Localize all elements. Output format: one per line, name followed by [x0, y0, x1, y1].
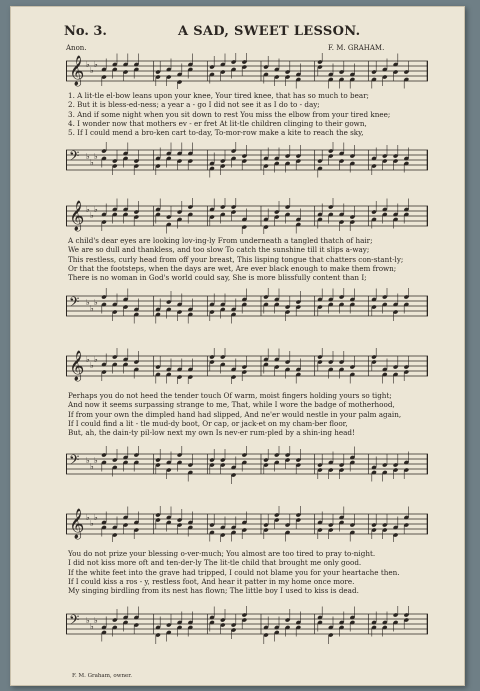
treble-staff-4-notation [66, 506, 428, 542]
lyric-line: 5. If I could mend a bro-ken cart to-day, To-mor-row make a kite to reach the sky, [68, 128, 364, 138]
svg-text:♭: ♭ [90, 462, 94, 471]
staff-engraving [66, 506, 428, 542]
svg-text:♭: ♭ [86, 616, 90, 625]
svg-text:♭: ♭ [86, 355, 90, 364]
svg-text:♭: ♭ [94, 616, 98, 625]
lyrics-system-1 [68, 91, 448, 137]
svg-text:♭: ♭ [90, 211, 94, 220]
svg-text:𝄞: 𝄞 [69, 56, 85, 86]
lyric-line: My singing birdling from its nest has flown; The little boy I used to kiss is dead. [68, 586, 359, 596]
lyric-line: 1. A lit-tle el-bow leans upon your knee, Your tired knee, that has so much to bear; [68, 91, 369, 100]
treble-staff-1-notation [66, 53, 428, 89]
lyric-line: You do not prize your blessing o-ver-much; You almost are too tired to pray to-night. [68, 549, 376, 558]
lyrics-system-4 [68, 549, 448, 595]
staff-engraving [66, 348, 428, 384]
svg-text:♭: ♭ [94, 355, 98, 364]
bass-staff-3 [66, 446, 428, 490]
staff-engraving [66, 288, 428, 324]
lyric-line: 4. I wonder now that mothers ev - er fret At lit-tle children clinging to their gown, [68, 118, 367, 128]
music-credit: F. M. GRAHAM. [328, 44, 385, 52]
lyric-line: I did not kiss more oft and ten-der-ly The lit-tle child that brought me only good. [68, 558, 362, 568]
svg-text:♭: ♭ [94, 60, 98, 69]
svg-text:𝄞: 𝄞 [69, 351, 85, 381]
svg-text:♭: ♭ [86, 513, 90, 522]
svg-text:♭: ♭ [86, 456, 90, 465]
svg-text:♭: ♭ [86, 60, 90, 69]
hymn-title: A SAD, SWEET LESSON. [178, 24, 361, 39]
lyric-line: And now it seems surpassing strange to me, That, while I wore the badge of motherhood, [68, 400, 395, 410]
lyrics-system-3 [68, 391, 448, 437]
staff-engraving [66, 606, 428, 644]
hymn-page [10, 6, 465, 686]
treble-staff-4 [66, 506, 428, 542]
svg-text:𝄞: 𝄞 [69, 509, 85, 539]
treble-staff-1 [66, 53, 428, 89]
svg-text:♭: ♭ [90, 304, 94, 313]
bass-staff-1 [66, 142, 428, 186]
lyric-line: 3. And if some night when you sit down to rest You miss the elbow from your tired knee; [68, 109, 391, 119]
lyric-line: But, ah, the dain-ty pil-low next my own Is nev-er rum-pled by a shin-ing head! [68, 428, 355, 438]
svg-text:♭: ♭ [90, 361, 94, 370]
svg-text:♭: ♭ [94, 152, 98, 161]
treble-staff-3 [66, 348, 428, 384]
staff-engraving [66, 142, 428, 178]
staff-engraving [66, 53, 428, 89]
svg-text:♭: ♭ [90, 66, 94, 75]
svg-text:𝄞: 𝄞 [69, 201, 85, 231]
lyric-line: If the white feet into the grave had tripped, I could not blame you for your heartache then. [68, 567, 400, 577]
copyright-footer: F. M. Graham, owner. [72, 673, 133, 679]
words-credit: Anon. [66, 44, 87, 52]
treble-staff-3-notation [66, 348, 428, 384]
lyric-line: Or that the footsteps, when the days are wet, Are ever black enough to make them frown; [68, 263, 397, 273]
svg-text:♭: ♭ [90, 519, 94, 528]
bass-staff-2 [66, 288, 428, 332]
svg-text:𝄢: 𝄢 [69, 148, 80, 167]
lyric-line: A child's dear eyes are looking lov-ing-ly From underneath a tangled thatch of hair; [68, 236, 373, 245]
staff-engraving [66, 198, 428, 234]
svg-text:♭: ♭ [90, 622, 94, 631]
svg-text:♭: ♭ [94, 456, 98, 465]
svg-text:♭: ♭ [86, 205, 90, 214]
svg-text:♭: ♭ [86, 152, 90, 161]
treble-staff-2-notation [66, 198, 428, 234]
lyric-line: There is no woman in God's world could say, She is more blissfully content than I; [68, 273, 367, 283]
bass-staff-4-notation [66, 606, 428, 650]
lyric-line: This restless, curly head from off your breast, This lisping tongue that chatters con-stant-ly; [68, 254, 404, 264]
svg-text:♭: ♭ [90, 158, 94, 167]
lyric-line: Perhaps you do not heed the tender touch Of warm, moist fingers holding yours so tight; [68, 391, 392, 400]
hymn-number: No. 3. [64, 24, 107, 39]
svg-text:♭: ♭ [94, 205, 98, 214]
lyric-line: If I could kiss a ros - y, restless foot, And hear it patter in my home once more. [68, 576, 355, 586]
lyric-line: We are so dull and thankless, and too slow To catch the sunshine till it slips a-way; [68, 245, 370, 255]
svg-text:♭: ♭ [94, 298, 98, 307]
svg-text:𝄢: 𝄢 [69, 612, 80, 631]
bass-staff-2-notation [66, 288, 428, 332]
lyric-line: If I could find a lit - tle mud-dy boot, Or cap, or jack-et on my cham-ber floor, [68, 418, 348, 428]
svg-text:𝄢: 𝄢 [69, 294, 80, 313]
lyrics-system-2 [68, 236, 448, 282]
svg-text:♭: ♭ [94, 513, 98, 522]
bass-staff-4 [66, 606, 428, 650]
svg-text:𝄢: 𝄢 [69, 452, 80, 471]
svg-text:♭: ♭ [86, 298, 90, 307]
bass-staff-1-notation [66, 142, 428, 186]
lyric-line: If from your own the dimpled hand had slipped, And ne'er would nestle in your palm again, [68, 409, 402, 419]
lyric-line: 2. But it is bless-ed-ness; a year a - go I did not see it as I do to - day; [68, 100, 320, 110]
bass-staff-3-notation [66, 446, 428, 490]
staff-engraving [66, 446, 428, 484]
treble-staff-2 [66, 198, 428, 234]
